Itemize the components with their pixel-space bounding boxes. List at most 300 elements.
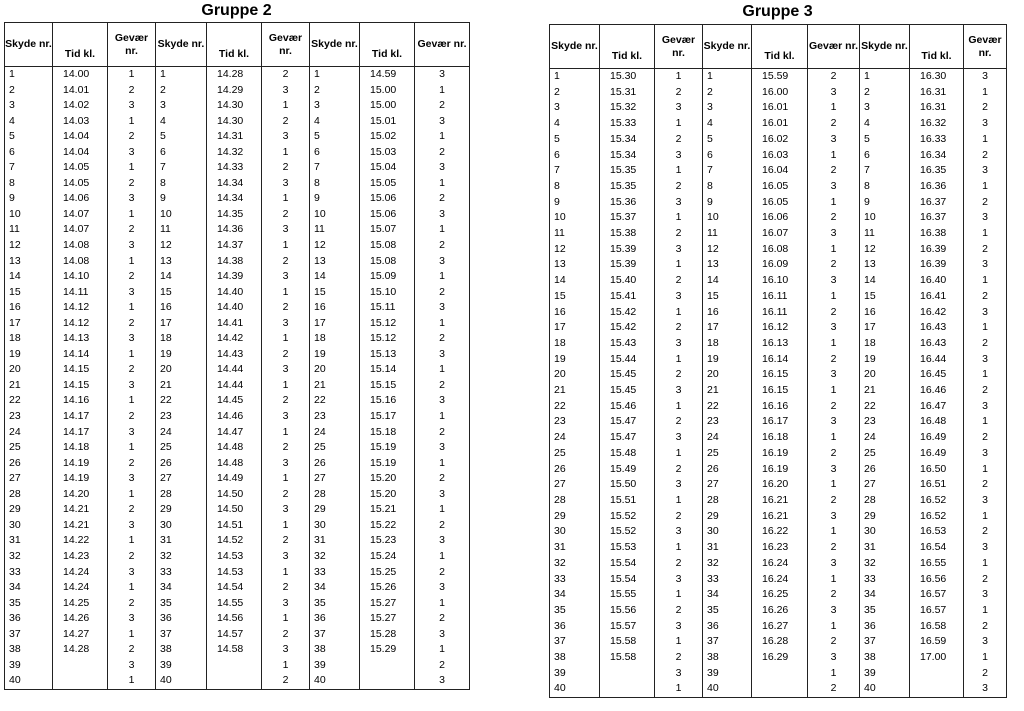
- lane-number: 7: [550, 163, 600, 179]
- time-cell: 14.12: [53, 300, 108, 316]
- rifle-cell: 2: [108, 456, 156, 472]
- table-row: [5, 596, 470, 612]
- lane-number: 18: [156, 331, 207, 347]
- rifle-cell: 1: [964, 650, 1007, 666]
- lane-number: 11: [5, 222, 53, 238]
- rifle-cell: 2: [108, 502, 156, 518]
- lane-number: 4: [703, 116, 752, 132]
- time-cell: 15.58: [600, 650, 655, 666]
- time-cell: 15.30: [600, 69, 655, 85]
- rifle-cell: 2: [262, 440, 310, 456]
- lane-number: 18: [310, 331, 360, 347]
- lane-number: 30: [156, 518, 207, 534]
- lane-number: 34: [156, 580, 207, 596]
- lane-number: 25: [5, 440, 53, 456]
- time-cell: [600, 681, 655, 697]
- lane-number: 17: [156, 316, 207, 332]
- table-row: [550, 556, 1007, 572]
- time-cell: 14.42: [207, 331, 262, 347]
- time-cell: 16.15: [752, 367, 808, 383]
- rifle-cell: 3: [262, 83, 310, 99]
- lane-number: 25: [310, 440, 360, 456]
- rifle-cell: 1: [108, 114, 156, 130]
- rifle-cell: 3: [108, 378, 156, 394]
- table-row: [550, 462, 1007, 478]
- rifle-cell: 3: [262, 642, 310, 658]
- time-cell: 16.05: [752, 179, 808, 195]
- time-cell: 14.54: [207, 580, 262, 596]
- rifle-cell: 3: [964, 116, 1007, 132]
- table-row: [5, 254, 470, 270]
- time-cell: 14.04: [53, 145, 108, 161]
- lane-number: 15: [550, 289, 600, 305]
- rifle-cell: 2: [808, 116, 860, 132]
- rifle-cell: 2: [655, 462, 703, 478]
- rifle-cell: 2: [964, 336, 1007, 352]
- time-cell: 16.24: [752, 556, 808, 572]
- rifle-cell: 2: [808, 681, 860, 697]
- lane-number: 12: [860, 242, 910, 258]
- time-cell: 15.43: [600, 336, 655, 352]
- lane-number: 18: [860, 336, 910, 352]
- lane-number: 17: [703, 320, 752, 336]
- lane-number: 20: [703, 367, 752, 383]
- lane-number: 14: [156, 269, 207, 285]
- lane-number: 15: [703, 289, 752, 305]
- table-row: [5, 658, 470, 674]
- time-cell: 15.39: [600, 242, 655, 258]
- lane-number: 33: [860, 572, 910, 588]
- rifle-cell: 3: [655, 477, 703, 493]
- rifle-cell: 1: [108, 673, 156, 689]
- lane-number: 32: [860, 556, 910, 572]
- rifle-cell: 3: [262, 362, 310, 378]
- rifle-cell: 1: [964, 414, 1007, 430]
- time-cell: 16.00: [752, 85, 808, 101]
- lane-number: 12: [550, 242, 600, 258]
- rifle-cell: 3: [415, 533, 470, 549]
- rifle-cell: 2: [262, 300, 310, 316]
- rifle-cell: 2: [108, 222, 156, 238]
- table-row: [550, 195, 1007, 211]
- time-cell: 15.20: [360, 487, 415, 503]
- rifle-cell: 3: [262, 456, 310, 472]
- lane-number: 8: [703, 179, 752, 195]
- rifle-cell: 3: [108, 658, 156, 674]
- time-cell: 14.01: [53, 83, 108, 99]
- rifle-cell: 3: [262, 502, 310, 518]
- rifle-cell: 1: [262, 238, 310, 254]
- time-cell: 15.22: [360, 518, 415, 534]
- table-row: [5, 300, 470, 316]
- rifle-cell: 2: [808, 69, 860, 85]
- lane-number: 8: [310, 176, 360, 192]
- time-cell: 15.37: [600, 210, 655, 226]
- rifle-cell: 3: [964, 540, 1007, 556]
- lane-number: 39: [860, 666, 910, 682]
- rifle-cell: 1: [655, 587, 703, 603]
- rifle-cell: 2: [262, 254, 310, 270]
- table-row: [5, 145, 470, 161]
- rifle-cell: 3: [415, 627, 470, 643]
- lane-number: 20: [310, 362, 360, 378]
- time-cell: 15.50: [600, 477, 655, 493]
- time-cell: 16.03: [752, 148, 808, 164]
- table-row: [5, 456, 470, 472]
- lane-number: 36: [860, 619, 910, 635]
- rifle-cell: 3: [108, 331, 156, 347]
- time-cell: 14.16: [53, 393, 108, 409]
- time-cell: 16.54: [910, 540, 964, 556]
- time-cell: 15.25: [360, 565, 415, 581]
- time-cell: 15.40: [600, 273, 655, 289]
- lane-number: 13: [5, 254, 53, 270]
- table-row: [550, 446, 1007, 462]
- time-cell: [600, 666, 655, 682]
- rifle-cell: 1: [262, 518, 310, 534]
- time-cell: [53, 673, 108, 689]
- rifle-cell: 2: [655, 650, 703, 666]
- lane-number: 25: [156, 440, 207, 456]
- time-cell: [207, 673, 262, 689]
- time-cell: 16.45: [910, 367, 964, 383]
- rifle-cell: 3: [108, 285, 156, 301]
- rifle-cell: 1: [655, 163, 703, 179]
- time-cell: 16.32: [910, 116, 964, 132]
- rifle-cell: 1: [108, 393, 156, 409]
- rifle-cell: 1: [415, 362, 470, 378]
- lane-number: 10: [860, 210, 910, 226]
- rifle-cell: 3: [655, 289, 703, 305]
- rifle-cell: 1: [964, 509, 1007, 525]
- rifle-cell: 2: [262, 580, 310, 596]
- lane-number: 27: [860, 477, 910, 493]
- time-cell: 14.59: [360, 67, 415, 83]
- time-cell: 16.57: [910, 603, 964, 619]
- lane-number: 16: [860, 305, 910, 321]
- rifle-cell: 2: [108, 549, 156, 565]
- lane-number: 21: [310, 378, 360, 394]
- lane-number: 2: [156, 83, 207, 99]
- lane-number: 2: [5, 83, 53, 99]
- lane-number: 1: [310, 67, 360, 83]
- rifle-cell: 1: [108, 487, 156, 503]
- lane-number: 26: [310, 456, 360, 472]
- rifle-cell: 1: [108, 67, 156, 83]
- time-cell: 14.34: [207, 191, 262, 207]
- time-cell: 15.15: [360, 378, 415, 394]
- time-cell: 16.55: [910, 556, 964, 572]
- rifle-cell: 1: [808, 336, 860, 352]
- time-cell: 16.33: [910, 132, 964, 148]
- rifle-cell: 2: [655, 273, 703, 289]
- time-cell: 14.19: [53, 456, 108, 472]
- rifle-cell: 3: [262, 409, 310, 425]
- rifle-cell: 2: [808, 399, 860, 415]
- time-cell: 15.41: [600, 289, 655, 305]
- lane-number: 39: [156, 658, 207, 674]
- rifle-cell: 2: [655, 179, 703, 195]
- lane-number: 29: [5, 502, 53, 518]
- rifle-cell: 2: [655, 556, 703, 572]
- time-cell: 14.52: [207, 533, 262, 549]
- time-cell: 16.19: [752, 462, 808, 478]
- rifle-cell: 2: [655, 603, 703, 619]
- lane-number: 15: [310, 285, 360, 301]
- rifle-cell: 3: [808, 226, 860, 242]
- lane-number: 3: [156, 98, 207, 114]
- rifle-cell: 3: [415, 347, 470, 363]
- rifle-cell: 3: [108, 425, 156, 441]
- time-cell: 15.17: [360, 409, 415, 425]
- time-cell: 15.28: [360, 627, 415, 643]
- group-title: Gruppe 2: [201, 2, 272, 19]
- rifle-cell: 1: [808, 666, 860, 682]
- rifle-cell: 1: [415, 83, 470, 99]
- lane-number: 23: [5, 409, 53, 425]
- table-row: [5, 533, 470, 549]
- lane-number: 26: [703, 462, 752, 478]
- table-row: [5, 222, 470, 238]
- time-cell: 16.09: [752, 257, 808, 273]
- time-cell: 15.21: [360, 502, 415, 518]
- table-row: [550, 414, 1007, 430]
- rifle-cell: 2: [262, 207, 310, 223]
- time-cell: 16.13: [752, 336, 808, 352]
- time-cell: 16.28: [752, 634, 808, 650]
- table-row: [550, 540, 1007, 556]
- rifle-cell: 3: [262, 549, 310, 565]
- lane-number: 21: [156, 378, 207, 394]
- rifle-cell: 1: [964, 603, 1007, 619]
- time-cell: 15.47: [600, 414, 655, 430]
- rifle-cell: 3: [808, 273, 860, 289]
- time-cell: 14.23: [53, 549, 108, 565]
- time-cell: 14.02: [53, 98, 108, 114]
- lane-number: 9: [703, 195, 752, 211]
- lane-number: 34: [703, 587, 752, 603]
- time-cell: 15.31: [600, 85, 655, 101]
- lane-number: 19: [310, 347, 360, 363]
- time-cell: 14.19: [53, 471, 108, 487]
- lane-number: 35: [860, 603, 910, 619]
- table-row: [550, 524, 1007, 540]
- table-row: [5, 83, 470, 99]
- time-cell: 16.50: [910, 462, 964, 478]
- table-row: [5, 409, 470, 425]
- time-cell: 16.04: [752, 163, 808, 179]
- lane-number: 28: [550, 493, 600, 509]
- time-cell: 16.23: [752, 540, 808, 556]
- lane-number: 21: [5, 378, 53, 394]
- time-cell: 16.15: [752, 383, 808, 399]
- table-row: [5, 487, 470, 503]
- rifle-cell: 1: [415, 409, 470, 425]
- time-cell: 15.54: [600, 572, 655, 588]
- time-cell: 14.08: [53, 254, 108, 270]
- rifle-cell: 2: [964, 148, 1007, 164]
- rifle-cell: 2: [964, 430, 1007, 446]
- time-cell: 14.06: [53, 191, 108, 207]
- lane-number: 35: [550, 603, 600, 619]
- time-cell: 16.37: [910, 195, 964, 211]
- lane-number: 12: [310, 238, 360, 254]
- lane-number: 11: [156, 222, 207, 238]
- lane-number: 19: [703, 352, 752, 368]
- rifle-cell: 3: [415, 487, 470, 503]
- lane-number: 8: [156, 176, 207, 192]
- lane-number: 32: [156, 549, 207, 565]
- time-cell: [53, 658, 108, 674]
- lane-number: 8: [860, 179, 910, 195]
- lane-number: 3: [310, 98, 360, 114]
- time-cell: 15.12: [360, 316, 415, 332]
- rifle-cell: 2: [108, 316, 156, 332]
- rifle-cell: 1: [108, 347, 156, 363]
- rifle-cell: 2: [655, 509, 703, 525]
- table-row: [550, 273, 1007, 289]
- rifle-cell: 1: [415, 316, 470, 332]
- time-cell: 15.49: [600, 462, 655, 478]
- rifle-cell: 3: [964, 305, 1007, 321]
- rifle-cell: 2: [108, 83, 156, 99]
- rifle-cell: 1: [655, 399, 703, 415]
- time-cell: 15.36: [600, 195, 655, 211]
- time-cell: 14.34: [207, 176, 262, 192]
- lane-number: 30: [860, 524, 910, 540]
- table-row: [550, 383, 1007, 399]
- rifle-cell: 2: [655, 320, 703, 336]
- rifle-cell: 2: [415, 191, 470, 207]
- time-cell: 15.56: [600, 603, 655, 619]
- lane-number: 37: [156, 627, 207, 643]
- lane-number: 3: [5, 98, 53, 114]
- rifle-cell: 2: [655, 414, 703, 430]
- header-row: [5, 23, 470, 67]
- rifle-cell: 1: [262, 378, 310, 394]
- table-row: [550, 320, 1007, 336]
- table-row: [5, 580, 470, 596]
- lane-number: 28: [860, 493, 910, 509]
- time-cell: 14.29: [207, 83, 262, 99]
- time-cell: 16.48: [910, 414, 964, 430]
- lane-number: 11: [310, 222, 360, 238]
- lane-number: 3: [550, 100, 600, 116]
- schedule-table: [549, 24, 1007, 698]
- rifle-cell: 2: [108, 176, 156, 192]
- table-row: [5, 285, 470, 301]
- rifle-cell: 1: [655, 210, 703, 226]
- time-cell: 15.04: [360, 160, 415, 176]
- table-row: [550, 493, 1007, 509]
- time-cell: 14.28: [53, 642, 108, 658]
- lane-number: 27: [310, 471, 360, 487]
- time-cell: 14.56: [207, 611, 262, 627]
- table-row: [5, 565, 470, 581]
- rifle-cell: 3: [808, 650, 860, 666]
- table-row: [550, 132, 1007, 148]
- lane-number: 21: [703, 383, 752, 399]
- lane-number: 34: [860, 587, 910, 603]
- table-row: [550, 666, 1007, 682]
- rifle-cell: 2: [808, 587, 860, 603]
- table-row: [550, 430, 1007, 446]
- lane-number: 22: [703, 399, 752, 415]
- lane-number: 12: [703, 242, 752, 258]
- time-cell: 15.55: [600, 587, 655, 603]
- rifle-cell: 3: [415, 440, 470, 456]
- rifle-cell: 1: [964, 462, 1007, 478]
- time-cell: 15.16: [360, 393, 415, 409]
- rifle-cell: 3: [415, 67, 470, 83]
- time-cell: 14.31: [207, 129, 262, 145]
- time-cell: 14.15: [53, 362, 108, 378]
- rifle-cell: 2: [655, 132, 703, 148]
- rifle-cell: 2: [415, 425, 470, 441]
- table-row: [5, 471, 470, 487]
- lane-number: 36: [310, 611, 360, 627]
- rifle-cell: 1: [964, 367, 1007, 383]
- lane-number: 33: [310, 565, 360, 581]
- lane-number: 37: [5, 627, 53, 643]
- time-cell: 15.26: [360, 580, 415, 596]
- table-row: [550, 69, 1007, 85]
- rifle-cell: 1: [262, 471, 310, 487]
- rifle-cell: 1: [262, 191, 310, 207]
- table-row: [5, 331, 470, 347]
- time-cell: 17.00: [910, 650, 964, 666]
- rifle-cell: 3: [262, 596, 310, 612]
- rifle-cell: 2: [415, 471, 470, 487]
- lane-number: 14: [860, 273, 910, 289]
- rifle-cell: 2: [262, 160, 310, 176]
- rifle-cell: 1: [808, 430, 860, 446]
- lane-number: 8: [5, 176, 53, 192]
- rifle-cell: 2: [262, 627, 310, 643]
- lane-number: 15: [156, 285, 207, 301]
- lane-number: 10: [156, 207, 207, 223]
- rifle-cell: 1: [655, 681, 703, 697]
- table-row: [550, 477, 1007, 493]
- lane-number: 24: [156, 425, 207, 441]
- lane-number: 35: [5, 596, 53, 612]
- rifle-cell: 2: [262, 533, 310, 549]
- lane-number: 23: [703, 414, 752, 430]
- rifle-cell: 1: [415, 642, 470, 658]
- time-cell: 15.42: [600, 305, 655, 321]
- lane-number: 19: [5, 347, 53, 363]
- time-cell: 14.48: [207, 456, 262, 472]
- time-cell: 16.30: [910, 69, 964, 85]
- time-cell: 16.01: [752, 100, 808, 116]
- lane-number: 23: [156, 409, 207, 425]
- lane-number: 19: [550, 352, 600, 368]
- lane-number: 23: [550, 414, 600, 430]
- lane-number: 6: [550, 148, 600, 164]
- time-cell: 15.06: [360, 191, 415, 207]
- table-row: [550, 179, 1007, 195]
- rifle-cell: 1: [808, 477, 860, 493]
- lane-number: 11: [550, 226, 600, 242]
- skyde-header: Skyde nr.: [860, 25, 910, 69]
- lane-number: 20: [5, 362, 53, 378]
- time-cell: 16.19: [752, 446, 808, 462]
- time-cell: 15.24: [360, 549, 415, 565]
- rifle-cell: 2: [262, 393, 310, 409]
- rifle-cell: 1: [964, 132, 1007, 148]
- time-cell: 14.48: [207, 440, 262, 456]
- time-cell: 15.00: [360, 83, 415, 99]
